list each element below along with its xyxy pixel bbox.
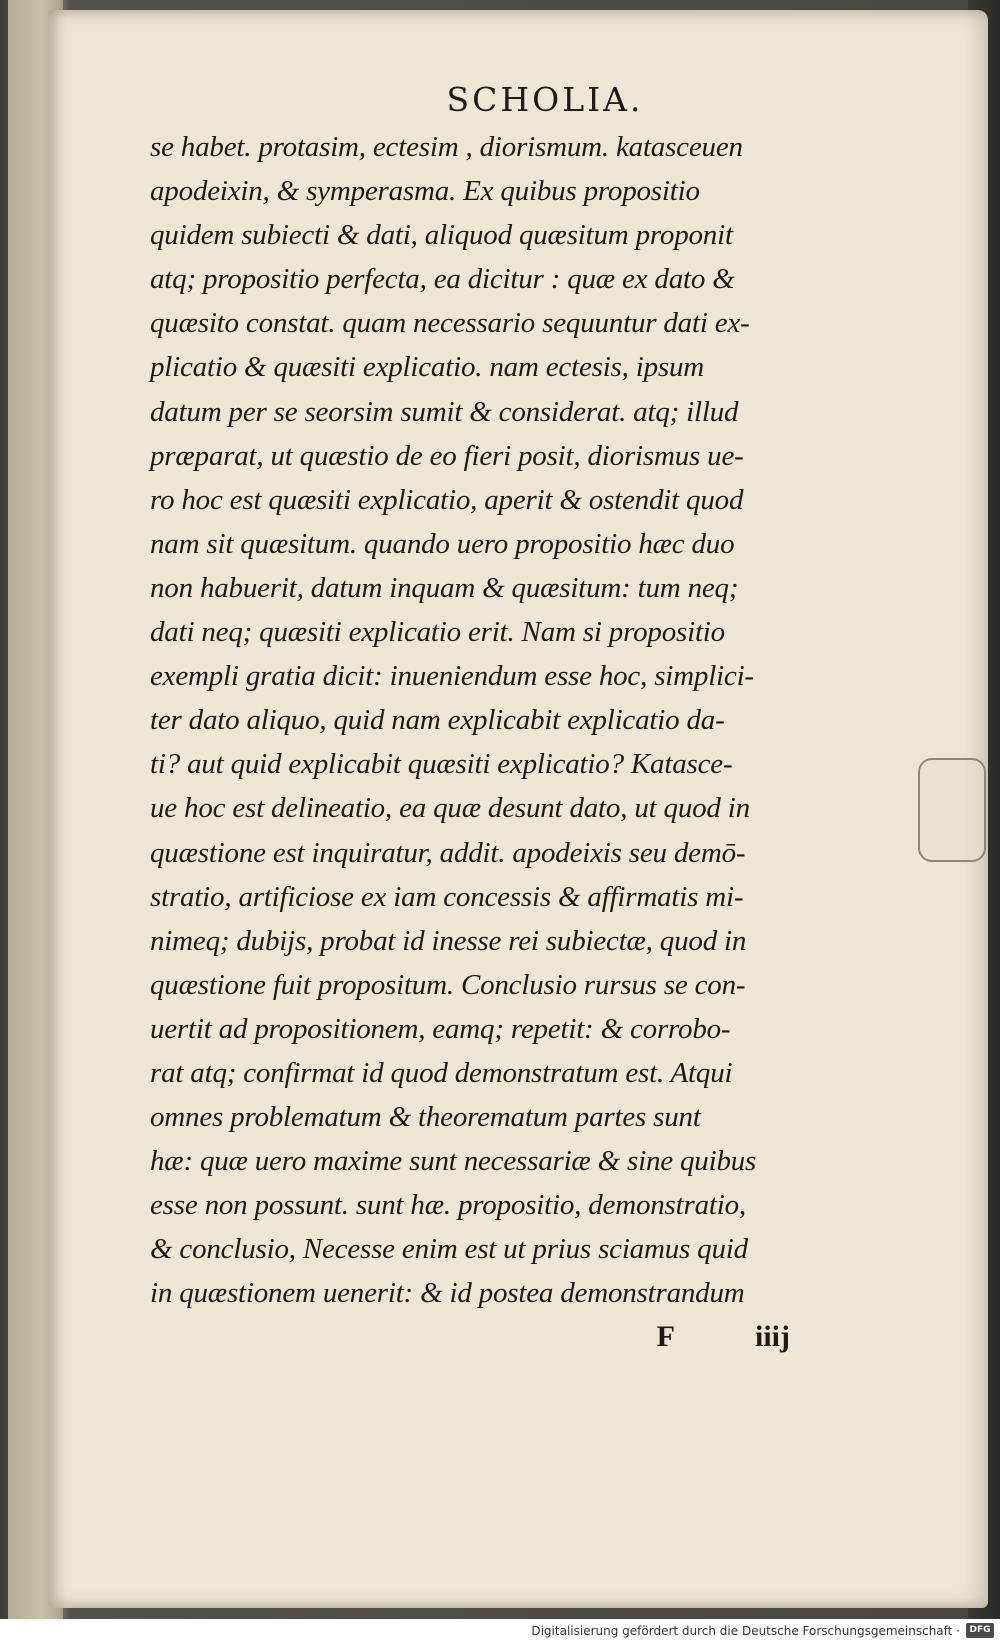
text-line: quæstione fuit propositum. Conclusio rursus se con- — [150, 968, 746, 1001]
footer-credit: Digitalisierung gefördert durch die Deutsche Forschungsgemeinschaft · — [531, 1624, 960, 1638]
text-line: ter dato aliquo, quid nam explicabit explicatio da- — [150, 704, 725, 737]
dfg-logo: DFG — [966, 1623, 994, 1638]
folio-number: iiij — [755, 1319, 790, 1353]
text-line: ti? aut quid explicabit quæsiti explicatio? Katasce- — [150, 748, 733, 781]
text-line: quæstione est inquiratur, addit. apodeixis seu demō- — [150, 836, 746, 869]
text-line: datum per se seorsim sumit & considerat. atq; illud — [150, 395, 739, 428]
text-line: stratio, artificiose ex iam concessis & affirmatis mi- — [150, 880, 744, 913]
text-line: apodeixin, & symperasma. Ex quibus propositio — [150, 175, 700, 208]
text-line: hæ: quæ uero maxime sunt necessariæ & sine quibus — [150, 1145, 757, 1178]
text-line: quæsito constat. quam necessario sequuntur dati ex- — [150, 307, 750, 340]
signature-line — [150, 1320, 830, 1354]
text-line: uertit ad propositionem, eamq; repetit: & corrobo- — [150, 1012, 731, 1045]
text-line: esse non possunt. sunt hæ. propositio, demonstratio, — [150, 1189, 746, 1222]
running-head: SCHOLIA. — [446, 80, 644, 119]
text-line: plicatio & quæsiti explicatio. nam ectesis, ipsum — [150, 351, 705, 384]
text-line: exempli gratia dicit: inueniendum esse hoc, simplici- — [150, 660, 754, 693]
text-line: omnes problematum & theorematum partes sunt — [150, 1101, 701, 1134]
text-line: præparat, ut quæstio de eo fieri posit, diorismus ue- — [150, 439, 744, 472]
text-line: ue hoc est delineatio, ea quæ desunt dato, ut quod in — [150, 792, 750, 825]
text-line: non habuerit, datum inquam & quæsitum: tum neq; — [150, 571, 739, 604]
body-text — [150, 125, 830, 1316]
text-block — [150, 80, 830, 1354]
text-line: nimeq; dubijs, probat id inesse rei subiectæ, quod in — [150, 924, 747, 957]
text-line: dati neq; quæsiti explicatio erit. Nam si propositio — [150, 616, 725, 649]
text-line: ro hoc est quæsiti explicatio, aperit & ostendit quod — [150, 483, 744, 516]
clip-tab — [918, 758, 986, 862]
text-line: nam sit quæsitum. quando uero propositio hæc duo — [150, 527, 735, 560]
footer-bar — [0, 1619, 1000, 1641]
signature-mark: F — [656, 1319, 675, 1353]
text-line: quidem subiecti & dati, aliquod quæsitum proponit — [150, 219, 733, 252]
text-line: se habet. protasim, ectesim , diorismum. katasceuen — [150, 131, 743, 163]
text-line: & conclusio, Necesse enim est ut prius sciamus quid — [150, 1233, 748, 1266]
text-line: rat atq; confirmat id quod demonstratum est. Atqui — [150, 1056, 733, 1089]
text-line: in quæstionem uenerit: & id postea demonstrandum — [150, 1277, 745, 1310]
text-line: atq; propositio perfecta, ea dicitur : quæ ex dato & — [150, 263, 735, 296]
